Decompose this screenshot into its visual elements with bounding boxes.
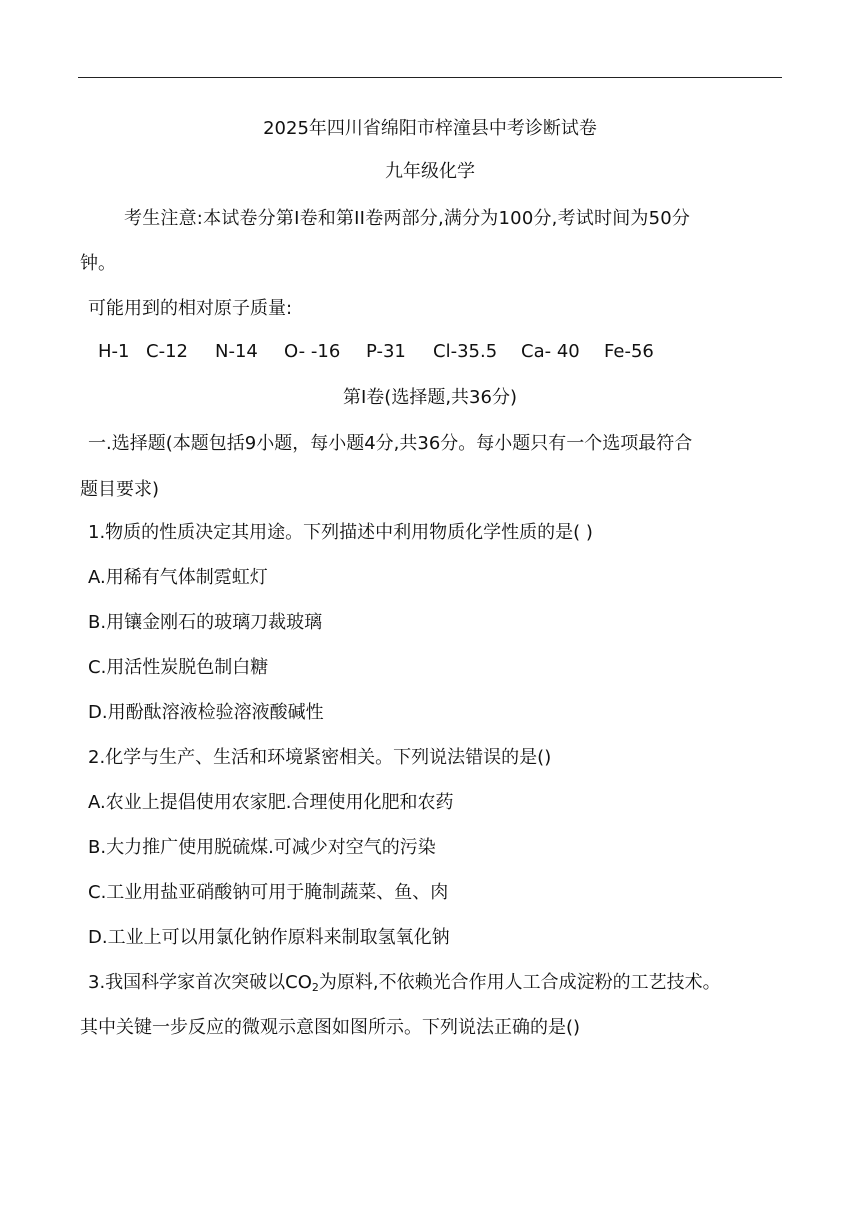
atomic-mass-item: P-31 xyxy=(366,341,406,362)
atomic-mass-label: 可能用到的相对原子质量: xyxy=(88,298,293,319)
atomic-mass-item: Ca- 40 xyxy=(521,341,580,362)
question-1-stem: 1.物质的性质决定其用途。下列描述中利用物质化学性质的是( ) xyxy=(88,522,593,543)
notice-line-1: 考生注意:本试卷分第I卷和第II卷两部分,满分为100分,考试时间为50分 xyxy=(124,208,691,229)
question-2-stem: 2.化学与生产、生活和环境紧密相关。下列说法错误的是() xyxy=(88,747,552,768)
header-rule xyxy=(78,77,782,78)
atomic-mass-list xyxy=(98,340,654,364)
atomic-mass-item: C-12 xyxy=(146,341,188,362)
question-2-option-c: C.工业用盐亚硝酸钠可用于腌制蔬菜、鱼、肉 xyxy=(88,882,449,903)
question-3-stem-line-2: 其中关键一步反应的微观示意图如图所示。下列说法正确的是() xyxy=(80,1017,581,1038)
question-2-option-b: B.大力推广使用脱硫煤.可减少对空气的污染 xyxy=(88,837,436,858)
question-3-stem-part-2: 为原料,不依赖光合作用人工合成淀粉的工艺技术。 xyxy=(318,972,721,993)
exam-subtitle: 九年级化学 xyxy=(385,161,475,182)
atomic-mass-item: Fe-56 xyxy=(604,341,654,362)
question-1-option-a: A.用稀有气体制霓虹灯 xyxy=(88,567,268,588)
co2-subscript: 2 xyxy=(311,981,319,994)
atomic-mass-item: O- -16 xyxy=(284,341,341,362)
question-2-option-d: D.工业上可以用氯化钠作原料来制取氢氧化钠 xyxy=(88,927,450,948)
question-3-stem-line-1 xyxy=(88,971,721,995)
atomic-mass-item: H-1 xyxy=(98,341,130,362)
question-2-option-a: A.农业上提倡使用农家肥.合理使用化肥和农药 xyxy=(88,792,454,813)
question-1-option-d: D.用酚酞溶液检验溶液酸碱性 xyxy=(88,702,324,723)
section-instruction-line-2: 题目要求) xyxy=(80,479,160,500)
exam-title: 2025年四川省绵阳市梓潼县中考诊断试卷 xyxy=(263,118,597,139)
question-1-option-c: C.用活性炭脱色制白糖 xyxy=(88,657,269,678)
section-instruction-line-1: 一.选择题(本题包括9小题，每小题4分,共36分。每小题只有一个选项最符合 xyxy=(88,433,693,454)
notice-line-2: 钟。 xyxy=(80,253,116,274)
part1-title: 第I卷(选择题,共36分) xyxy=(343,387,517,408)
atomic-mass-item: Cl-35.5 xyxy=(433,341,498,362)
atomic-mass-item: N-14 xyxy=(215,341,258,362)
question-1-option-b: B.用镶金刚石的玻璃刀裁玻璃 xyxy=(88,612,323,633)
question-3-stem-part-1: 3.我国科学家首次突破以CO xyxy=(88,972,312,993)
